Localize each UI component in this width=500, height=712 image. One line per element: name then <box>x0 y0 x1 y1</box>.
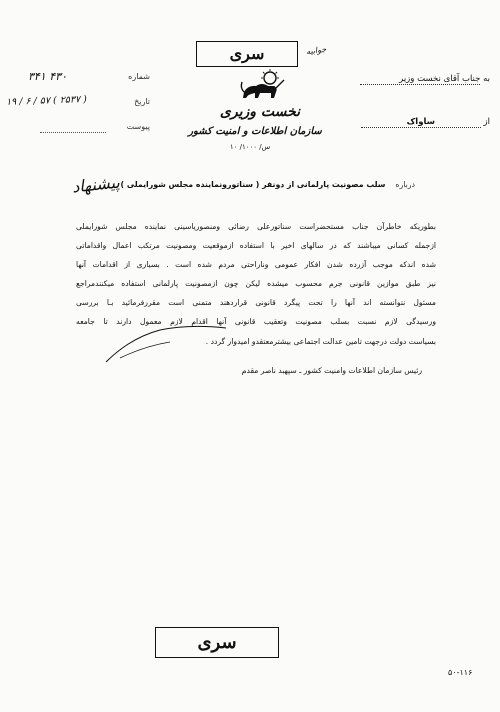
recipient-name: جناب آقای نخست وزیر <box>399 74 481 84</box>
classification-stamp-top: سری <box>196 41 298 67</box>
recipient-line <box>330 74 490 85</box>
corner-stamp: جوابیه <box>305 44 327 57</box>
body-line: ورسیدگی لازم نسبت بسلب مصونیت وتعقیب قانونی آنها اقدام لازم معمول دارند تا جامعه <box>76 317 436 326</box>
date-value: ۱۹ / ۶ / ۵۷ ( ۲۵۳۷ ) <box>5 93 88 108</box>
number-label: شماره <box>128 72 150 81</box>
pen-underline-mark <box>100 318 230 366</box>
body-line: بسیاست دولت درجهت تامین عدالت اجتماعی بیشترمعتقدو امیدوار گردد . <box>205 337 436 346</box>
body-line: بطوریکه خاطرآن جناب مستحضراست سناتورعلی رضائی ومنصوریاسینی نماینده مجلس شورایملی <box>76 222 436 231</box>
body-line: شده اندکه موجب آزرده شدن افکار عمومی وناراحتی مردم شده است . بسیاری از اقدامات آنها <box>76 260 436 269</box>
from-prefix: از <box>483 117 490 127</box>
letterhead-code: س/ ۱۰۰۰/ ۱۰ <box>229 143 271 151</box>
letterhead-ministry: نخست وزیری <box>219 104 301 120</box>
signature-line: رئیس سازمان اطلاعات وامنیت کشور ـ سپهبد ناصر مقدم <box>241 366 422 375</box>
lion-and-sun-emblem <box>238 68 288 102</box>
number-value: ۳۴۱ ۴۳۰ <box>28 70 67 83</box>
attachment-label: پیوست <box>126 122 150 131</box>
attachment-value <box>40 122 106 133</box>
subject-text: سلب مصونیت پارلمانی از دونفر ( سناتورونماینده مجلس شورایملی ) <box>120 180 386 189</box>
handwritten-note: پیشنهاد <box>71 172 121 197</box>
body-line: نیز طبق موازین قانونی جرم محسوب میشده لیکن چون ازمصونیت پارلمانی استفاده میکنندمراجع <box>76 279 436 288</box>
date-label: تاریخ <box>134 97 150 106</box>
form-number: ۵۰-۱۱۶ <box>448 668 473 677</box>
classification-stamp-bottom: سری <box>155 627 279 658</box>
letterhead-organization: سازمان اطلاعات و امنیت کشور <box>188 126 322 137</box>
from-line <box>330 117 490 128</box>
subject-label: درباره <box>395 180 415 189</box>
from-name: ساواک <box>406 117 436 127</box>
subject-line <box>120 180 415 189</box>
body-line: ازجمله کسانی میباشند که در سالهای اخیر با استفاده ازموقعیت ومصونیت مرتکب اعمال واقداماتی <box>76 241 436 250</box>
body-line: مسئول نتوانسته اند آنها را تحت پیگرد قانونی قراردهند متمنی است مقررفرمائید بـا بررسی <box>76 298 436 307</box>
recipient-prefix: به <box>483 74 490 84</box>
